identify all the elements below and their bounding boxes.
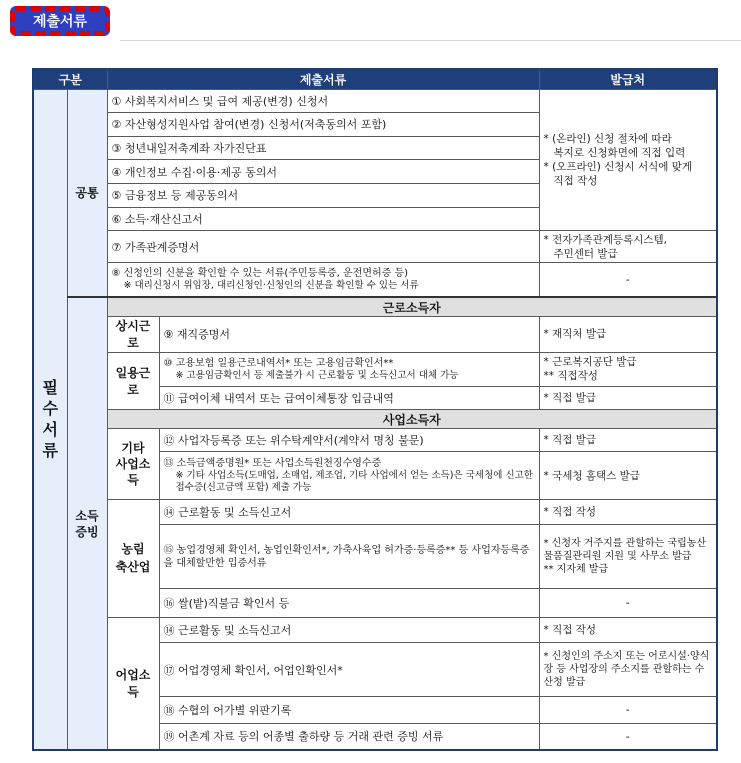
document-item: ⑫ 사업자등록증 또는 위수탁계약서(계약서 명칭 불문) <box>159 428 539 452</box>
category-income-line: 증빙 <box>75 524 99 539</box>
issuer-line: * 신청자 거주지를 관할하는 국립농산물품질관리원 지원 및 사무소 발급 <box>543 538 707 563</box>
document-text: ⑬ 소득금액증명원* 또는 사업소득원천징수영수증 <box>163 458 382 470</box>
document-item: ⑲ 어촌계 자료 등의 어종별 출하량 등 거래 관련 증빙 서류 <box>159 723 539 750</box>
document-text: ⑩ 고용보험 일용근로내역서* 또는 고용임금확인서** <box>163 357 394 369</box>
subcategory-line: 농림 <box>121 542 145 557</box>
document-item-id <box>107 263 539 298</box>
issuer-family <box>539 231 717 263</box>
document-item: ⑤ 금융정보 등 제공동의서 <box>107 183 539 207</box>
subcategory-line: 기타 <box>121 440 145 455</box>
document-item: ④ 개인정보 수집·이용·제공 동의서 <box>107 160 539 184</box>
section-business-income: 사업소득자 <box>107 410 717 428</box>
section-earned-income: 근로소득자 <box>107 297 717 316</box>
issuer-agri-a: * 직접 작성 <box>539 499 717 525</box>
header-issuer: 발급처 <box>539 69 717 89</box>
section-title-badge <box>10 6 110 36</box>
subcategory-agriculture <box>107 499 159 617</box>
issuer-line: ** 지자체 발급 <box>543 564 609 576</box>
documents-table <box>32 68 718 751</box>
issuer-line: ** 직접작성 <box>543 370 598 383</box>
document-item: ⑱ 수협의 어가별 위판기록 <box>159 696 539 723</box>
category-income <box>67 297 107 750</box>
document-item <box>159 452 539 499</box>
issuer-daily-b: * 직접 발급 <box>539 386 717 410</box>
issuer-fish-d: - <box>539 723 717 750</box>
table-row <box>33 499 717 525</box>
document-item: ② 자산형성지원사업 참여(변경) 신청서(저축동의서 포함) <box>107 113 539 137</box>
issuer-agri-b <box>539 525 717 589</box>
table-row <box>33 316 717 352</box>
document-item <box>159 352 539 386</box>
document-note: ※ 대리신청시 위임장, 대리신청인·신청인의 신분을 확인할 수 있는 서류 <box>123 280 419 292</box>
document-item: ⑦ 가족관계증명서 <box>107 231 539 263</box>
issuer-line: 주민센터 발급 <box>553 247 618 260</box>
issuer-line: * 전자가족관계등록시스템, <box>543 233 667 246</box>
issuer-line: * 근로복지공단 발급 <box>543 356 637 369</box>
table-row <box>33 263 717 298</box>
title-divider <box>120 40 741 41</box>
table-row <box>33 617 717 643</box>
document-item: ① 사회복지서비스 및 급여 제공(변경) 신청서 <box>107 89 539 113</box>
subcategory-fishery: 어업소득 <box>107 617 159 750</box>
category-income-line: 소득 <box>75 508 99 523</box>
issuer-id: - <box>539 263 717 298</box>
issuer-agri-c: - <box>539 589 717 618</box>
issuer-line: * (오프라인) 신청시 서식에 맞게 <box>543 160 693 173</box>
header-documents: 제출서류 <box>107 69 539 89</box>
issuer-fish-a: * 직접 작성 <box>539 617 717 643</box>
document-item: ⑯ 쌀(밭)직불금 확인서 등 <box>159 589 539 618</box>
subcategory-line: 축산업 <box>115 560 151 575</box>
subcategory-regular: 상시근로 <box>107 316 159 352</box>
category-char: 류 <box>42 441 58 461</box>
issuer-line: 직접 작성 <box>553 174 598 187</box>
issuer-line: * (온라인) 신청 절차에 따라 <box>543 132 672 145</box>
category-char: 수 <box>42 399 58 419</box>
section-title: 제출서류 <box>32 14 88 30</box>
issuer-other-a: * 직접 발급 <box>539 428 717 452</box>
issuer-fish-b: * 신청인의 주소지 또는 어로시설·양식장 등 사업장의 주소지를 관할하는 수산청 발급 <box>539 643 717 696</box>
document-item: ③ 청년내일저축계좌 자가진단표 <box>107 136 539 160</box>
issuer-regular: * 재직처 발급 <box>539 316 717 352</box>
subcategory-daily: 일용근로 <box>107 352 159 410</box>
subcategory-line: 사업소득 <box>115 456 151 487</box>
document-item: ⑰ 어업경영체 확인서, 어업인확인서* <box>159 643 539 696</box>
document-text: ⑧ 신청인의 신분을 확인할 수 있는 서류(주민등록증, 운전면허증 등) <box>111 268 409 280</box>
issuer-line: 복지로 신청화면에 직접 입력 <box>553 146 686 159</box>
table-row <box>33 231 717 263</box>
subcategory-other-business <box>107 428 159 499</box>
category-common: 공통 <box>67 89 107 297</box>
document-note: ※ 고용임금확인서 등 제출불가 시 근로활동 및 소득신고서 대체 가능 <box>175 369 459 381</box>
table-row <box>33 410 717 428</box>
document-item: ⑭ 근로활동 및 소득신고서 <box>159 499 539 525</box>
category-required <box>33 89 67 750</box>
table-header-row <box>33 69 717 89</box>
document-item: ⑨ 재직증명서 <box>159 316 539 352</box>
table-row <box>33 89 717 113</box>
category-char: 서 <box>42 420 58 440</box>
header-category: 구분 <box>33 69 107 89</box>
issuer-fish-c: - <box>539 696 717 723</box>
issuer-common <box>539 89 717 231</box>
category-char: 필 <box>42 378 58 398</box>
issuer-daily-a <box>539 352 717 386</box>
document-note: ※ 기타 사업소득(도매업, 소매업, 제조업, 기타 사업에서 얻는 소득)은 국세청에 신고한 접수증(신고금액 포함) 제출 가능 <box>175 470 533 494</box>
document-item: ⑪ 급여이체 내역서 또는 급여이체통장 입금내역 <box>159 386 539 410</box>
document-item: ⑭ 근로활동 및 소득신고서 <box>159 617 539 643</box>
table-row <box>33 352 717 386</box>
table-row <box>33 297 717 316</box>
document-item: ⑮ 농업경영체 확인서, 농업인확인서*, 가축사육업 허가증·등록증** 등 사업자등록증을 대체할만한 입증서류 <box>159 525 539 589</box>
table-row <box>33 428 717 452</box>
document-item: ⑥ 소득·재산신고서 <box>107 207 539 231</box>
issuer-other-b: * 국세청 홈택스 발급 <box>539 452 717 499</box>
